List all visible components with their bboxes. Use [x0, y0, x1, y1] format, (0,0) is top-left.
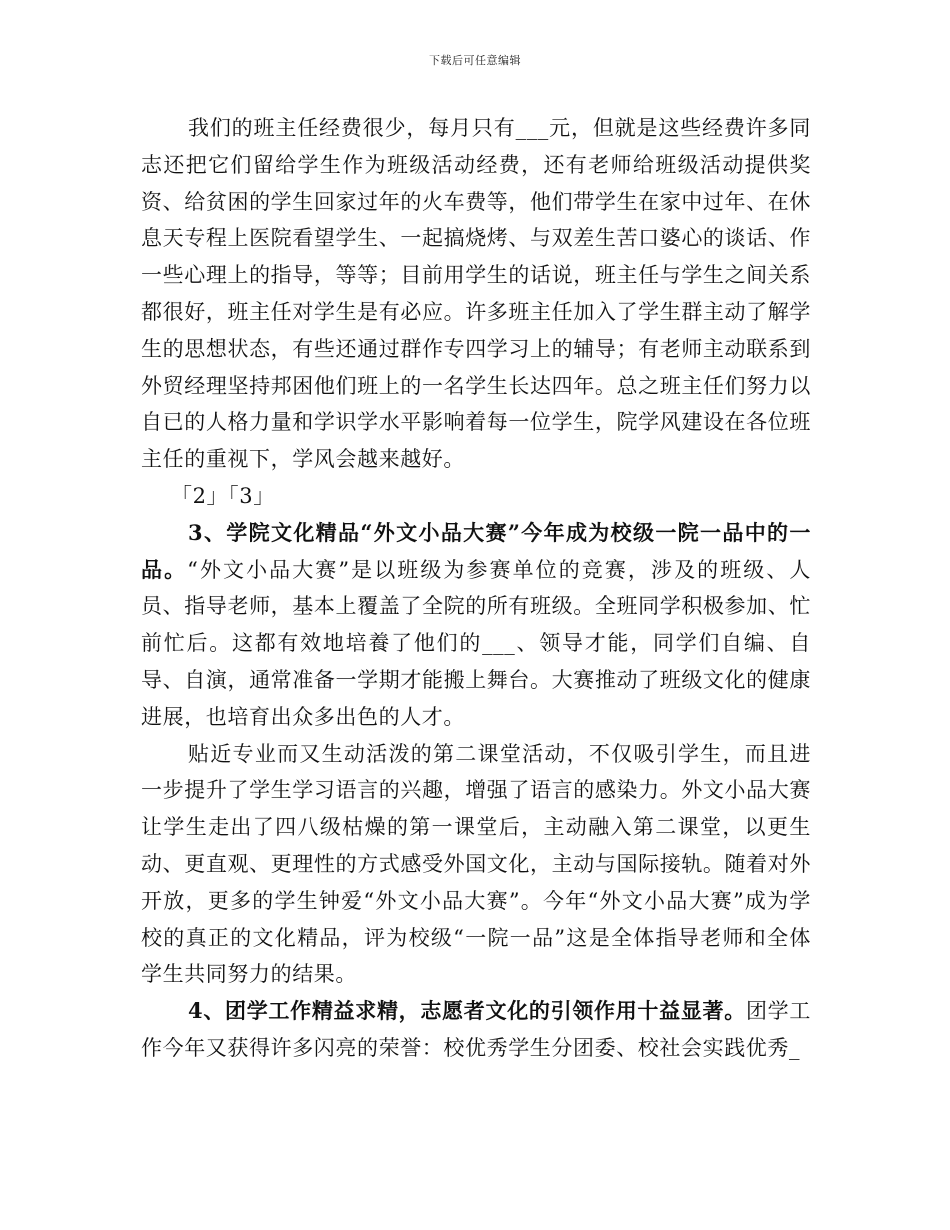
- paragraph-references: [141, 478, 811, 515]
- section-heading-3: 3、学院文化精品“外文小品大赛”今年成为校级一院一品中的一品。: [141, 519, 811, 582]
- paragraph-youth-league: [141, 993, 811, 1067]
- paragraph-head-teacher-funding: [141, 110, 811, 478]
- paragraph-text: 团学工作今年又获得许多闪亮的荣誉：校优秀学生分团委、校社会实践优秀_: [141, 999, 811, 1060]
- paragraph-skit-contest: [141, 515, 811, 736]
- document-body: [141, 110, 811, 1067]
- paragraph-second-classroom: [141, 736, 811, 994]
- page-header: 下载后可任意编辑: [429, 54, 521, 67]
- paragraph-text: 贴近专业而又生动活泼的第二课堂活动，不仅吸引学生，而且进一步提升了学生学习语言的兴趣，增强了语言的感染力。外文小品大赛让学生走出了四八级枯燥的第一课堂后，主动融入第二课堂，以更生动、更直观、更理性的方式感受外国文化，主动与国际接轨。随着对外开放，更多的学生钟爱“外文小品大赛”。今年“外文小品大赛”成为学校的真正的文化精品，评为校级“一院一品”这是全体指导老师和全体学生共同努力的结果。: [141, 741, 811, 987]
- reference-markers: 「2」「3」: [171, 483, 275, 508]
- paragraph-text: 我们的班主任经费很少，每月只有___元，但就是这些经费许多同志还把它们留给学生作为班级活动经费，还有老师给班级活动提供奖资、给贫困的学生回家过年的火车费等，他们带学生在家中过年、在休息天专程上医院看望学生、一起搞烧烤、与双差生苦口婆心的谈话、作一些心理上的指导，等等；目前用学生的话说，班主任与学生之间关系都很好，班主任对学生是有必应。许多班主任加入了学生群主动了解学生的思想状态，有些还通过群作专四学习上的辅导；有老师主动联系到外贸经理坚持邦困他们班上的一名学生长达四年。总之班主任们努力以自已的人格力量和学识学水平影响着每一位学生，院学风建设在各位班主任的重视下，学风会越来越好。: [141, 116, 811, 472]
- section-heading-4: 4、团学工作精益求精，志愿者文化的引领作用十益显著。: [188, 998, 746, 1024]
- paragraph-text: “外文小品大赛”是以班级为参赛单位的竞赛，涉及的班级、人员、指导老师，基本上覆盖了全院的所有班级。全班同学积极参加、忙前忙后。这都有效地培養了他们的___、领导才能，同学们自编、自导、自演，通常准备一学期才能搬上舞台。大赛推动了班级文化的健康进展，也培育出众多出色的人才。: [141, 557, 811, 729]
